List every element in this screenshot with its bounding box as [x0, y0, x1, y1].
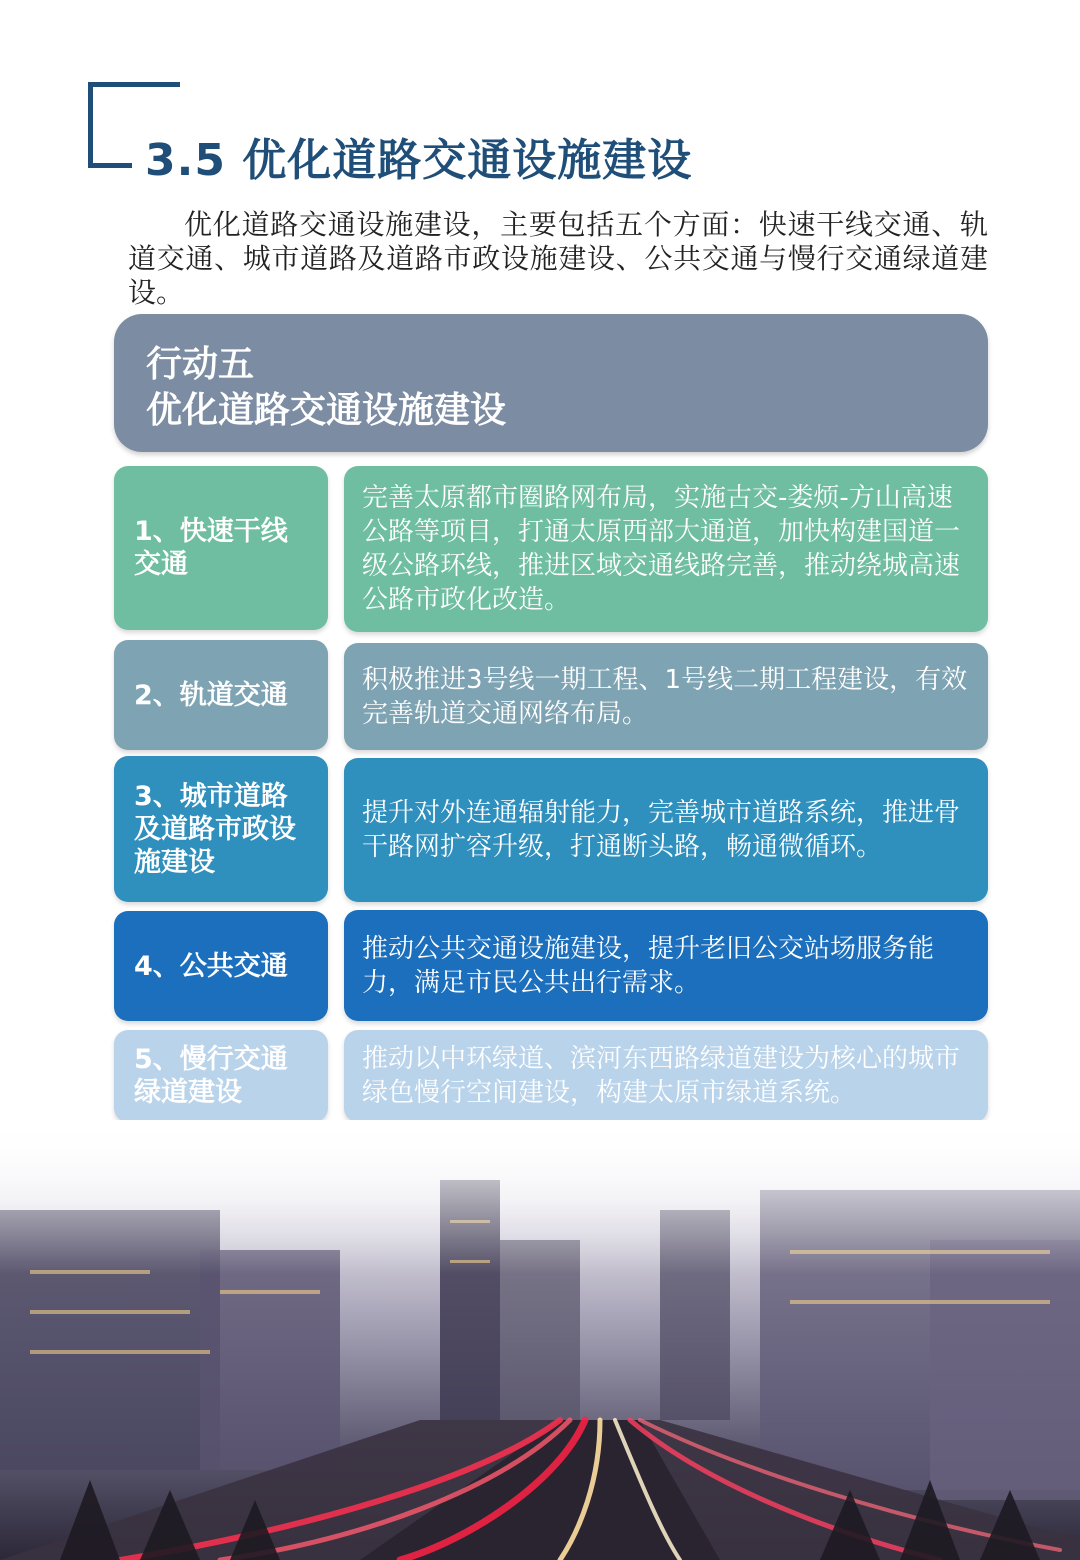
item-label-text: 3、城市道路及道路市政设施建设 [134, 780, 296, 878]
item-content-public-transit [344, 910, 988, 1021]
item-content-rail-transit [344, 643, 988, 750]
item-label-text: 5、慢行交通绿道建设 [134, 1044, 288, 1108]
item-content-text: 推动以中环绿道、滨河东西路绿道建设为核心的城市绿色慢行空间建设，构建太原市绿道系统。 [362, 1044, 961, 1108]
action-number: 行动五 [146, 344, 255, 385]
item-label-public-transit [114, 911, 328, 1021]
item-content-text: 提升对外连通辐射能力，完善城市道路系统，推进骨干路网扩容升级，打通断头路，畅通微循环。 [362, 798, 961, 862]
item-label-rail-transit [114, 640, 328, 750]
item-label-text: 1、快速干线交通 [134, 516, 288, 580]
action-banner [114, 314, 988, 452]
heading-bracket-foot [88, 163, 132, 168]
item-content-urban-roads [344, 758, 988, 902]
item-content-greenway [344, 1030, 988, 1122]
item-label-greenway [114, 1030, 328, 1122]
intro-paragraph: 优化道路交通设施建设，主要包括五个方面：快速干线交通、轨道交通、城市道路及道路市政设施建设、公共交通与慢行交通绿道建设。 [128, 208, 988, 309]
item-content-text: 推动公共交通设施建设，提升老旧公交站场服务能力，满足市民公共出行需求。 [362, 933, 935, 998]
item-label-text: 2、轨道交通 [134, 679, 288, 711]
action-title: 优化道路交通设施建设 [146, 390, 507, 431]
item-label-text: 4、公共交通 [134, 950, 288, 982]
city-night-traffic-photo [0, 1120, 1080, 1560]
item-label-urban-roads [114, 756, 328, 902]
item-label-expressway [114, 466, 328, 630]
item-content-text: 积极推进3号线一期工程、1号线二期工程建设，有效完善轨道交通网络布局。 [362, 664, 968, 729]
item-content-expressway [344, 466, 988, 632]
section-title: 3.5 优化道路交通设施建设 [145, 135, 693, 186]
item-content-text: 完善太原都市圈路网布局，实施古交-娄烦-方山高速公路等项目，打通太原西部大通道，加快构建国道一级公路环线，推进区域交通线路完善，推动绕城高速公路市政化改造。 [362, 483, 961, 615]
